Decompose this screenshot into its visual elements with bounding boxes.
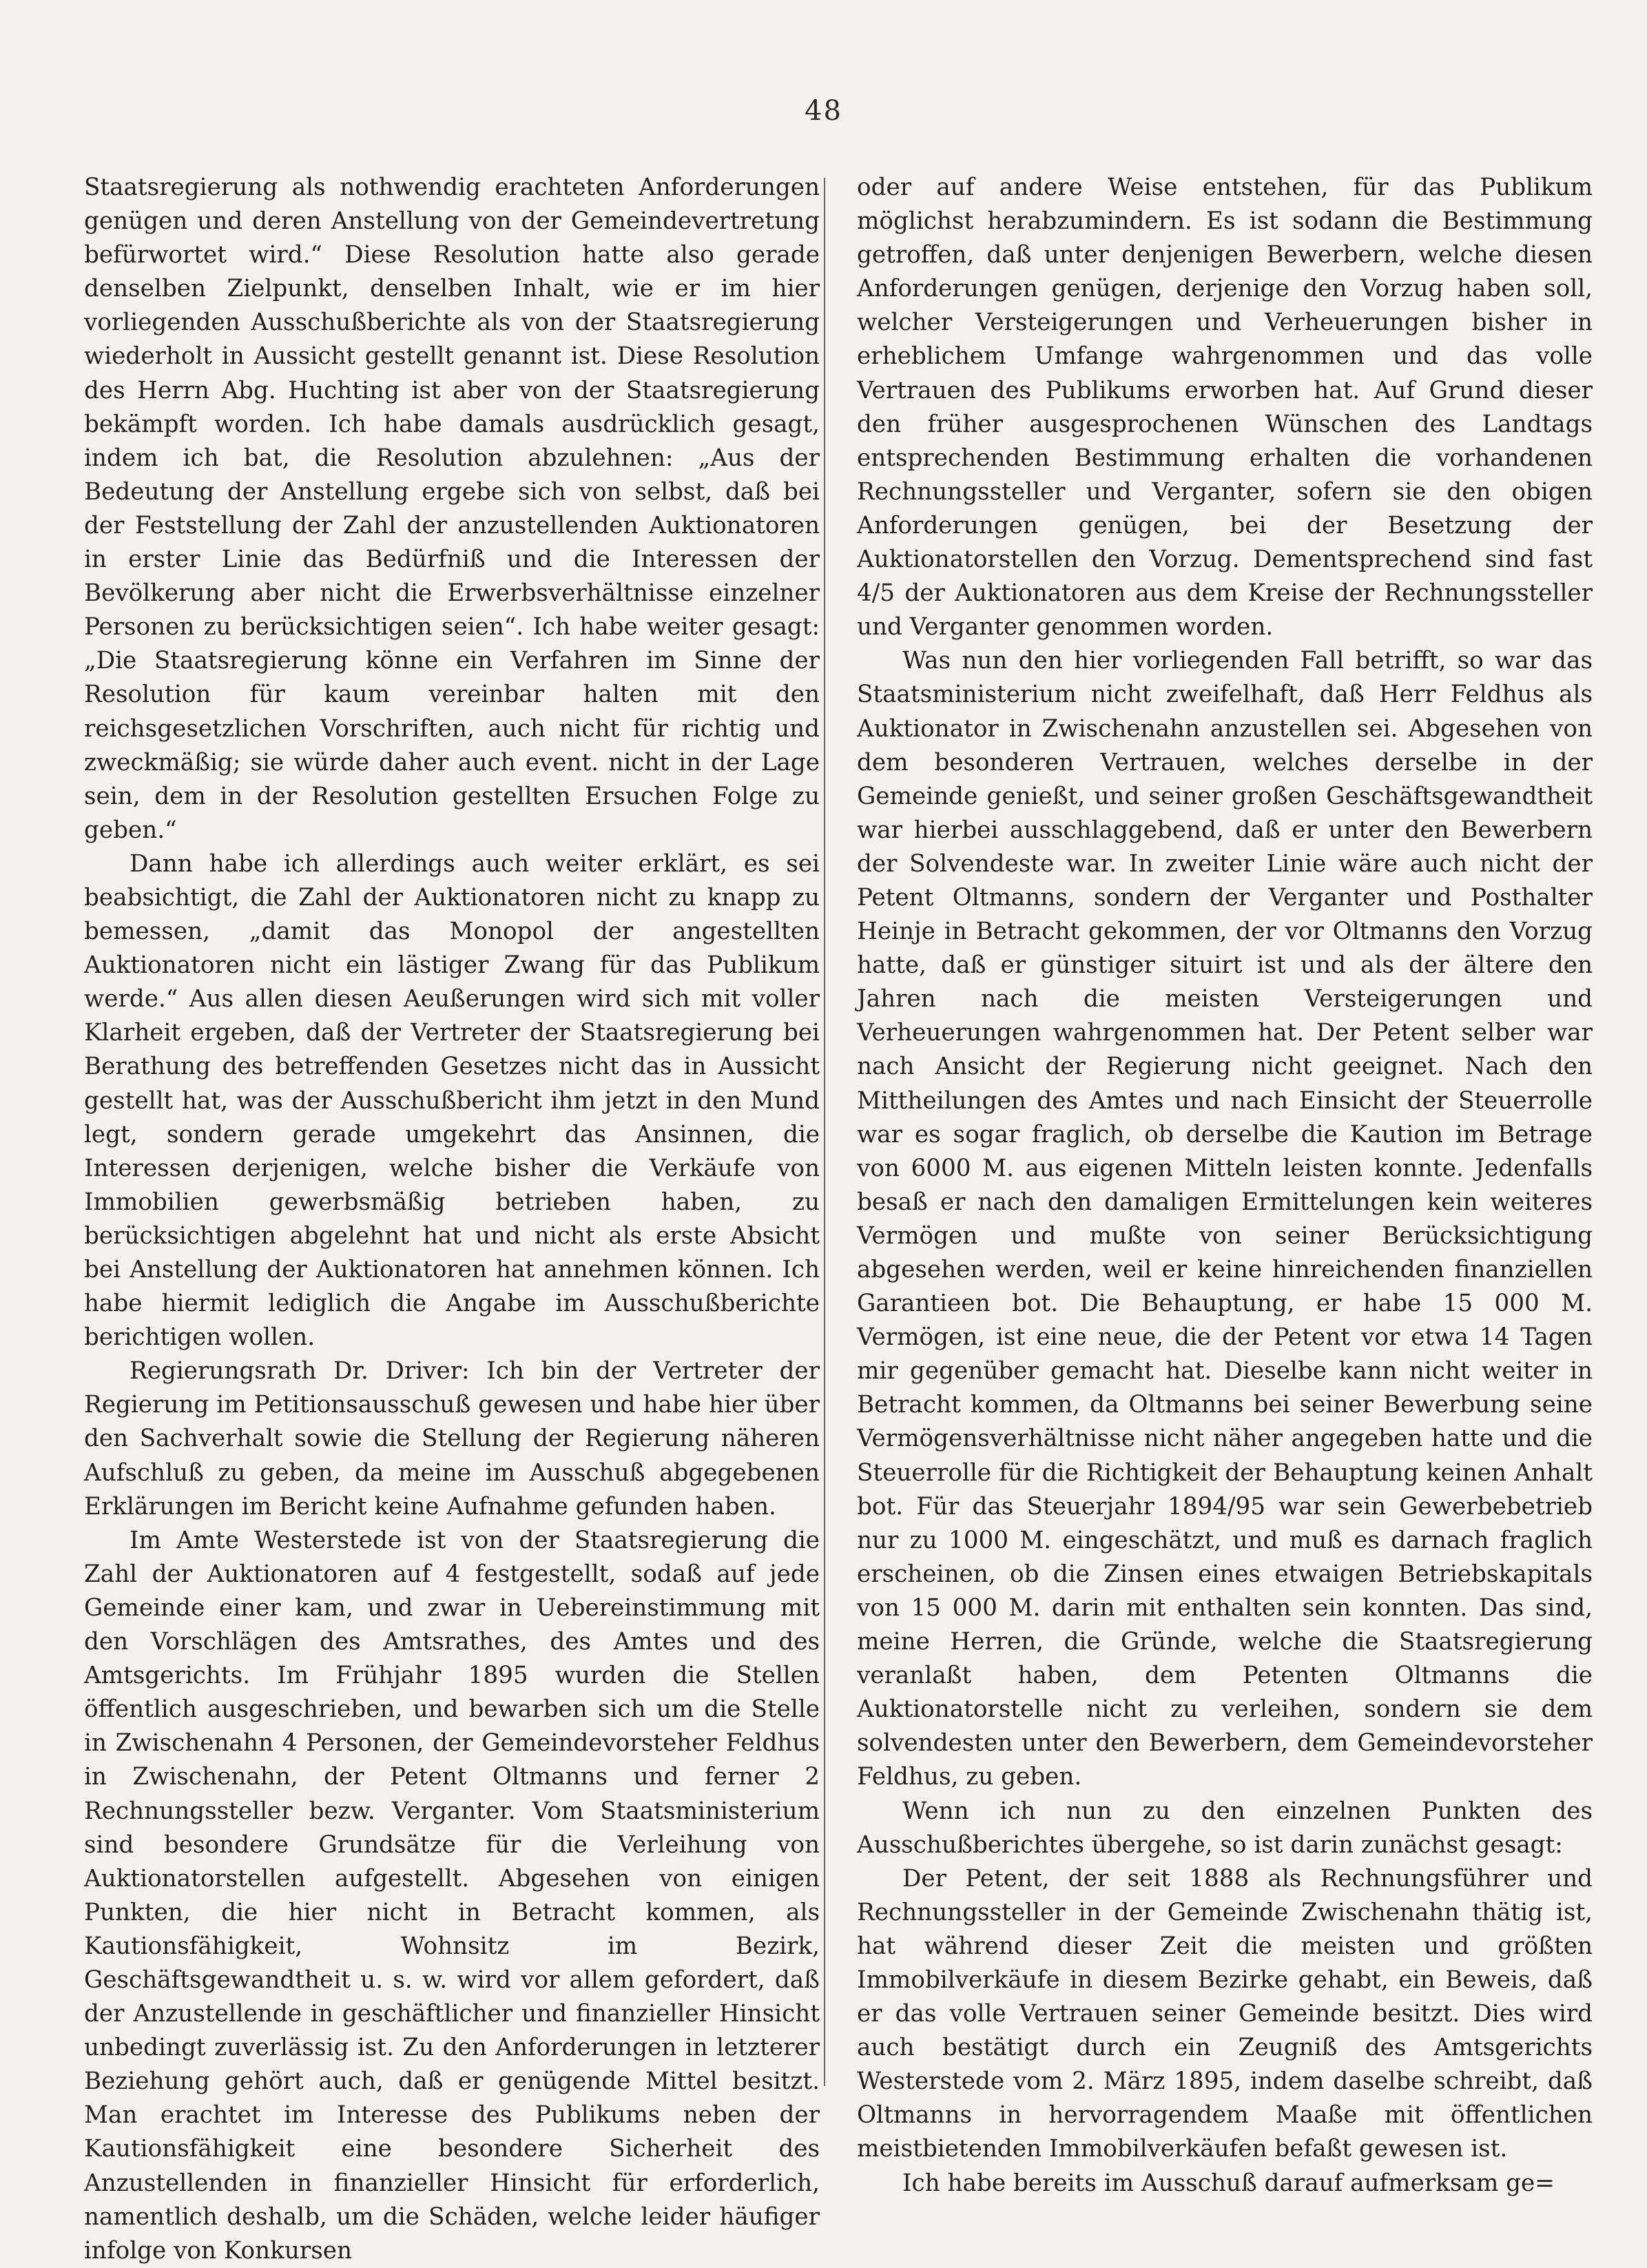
- paragraph: Regierungsrath Dr. Driver: Ich bin der Vertreter der Regierung im Petitionsausschuß gewesen und habe hier über den Sachverhalt sowie die Stellung der Regierung näheren Aufschluß zu geben, da meine im Ausschuß abgegebenen Erklärungen im Bericht keine Aufnahme gefunden haben.: [84, 1357, 820, 1520]
- left-text-column: [84, 171, 820, 2268]
- paragraph: Was nun den hier vorliegenden Fall betrifft, so war das Staatsministerium nicht zweifelhaft, daß Herr Feldhus als Auktionator in Zwischenahn anzustellen sei. Abgesehen von dem besonderen Vertrauen, welches derselbe in der Gemeinde genießt, und seiner großen Geschäftsgewandtheit war hierbei ausschlaggebend, daß er unter den Bewerbern der Solvendeste war. In zweiter Linie wäre auch nicht der Petent Oltmanns, sondern der Verganter und Posthalter Heinje in Betracht gekommen, der vor Oltmanns den Vorzug hatte, daß er günstiger situirt ist und als der ältere den Jahren nach die meisten Versteigerungen und Verheuerungen wahrgenommen hat. Der Petent selber war nach Ansicht der Regierung nicht geeignet. Nach den Mittheilungen des Amtes und nach Einsicht der Steuerrolle war es sogar fraglich, ob derselbe die Kaution im Betrage von 6000 M. aus eigenen Mitteln leisten konnte. Jedenfalls besaß er nach den damaligen Ermittelungen kein weiteres Vermögen und mußte von seiner Berücksichtigung abgesehen werden, weil er keine hinreichenden finanziellen Garantieen bot. Die Behauptung, er habe 15 000 M. Vermögen, ist eine neue, die der Petent vor etwa 14 Tagen mir gegenüber gemacht hat. Dieselbe kann nicht weiter in Betracht kommen, da Oltmanns bei seiner Bewerbung seine Vermögensverhältnisse nicht näher angegeben hatte und die Steuerrolle für die Richtigkeit der Behauptung keinen Anhalt bot. Für das Steuerjahr 1894/95 war sein Gewerbebetrieb nur zu 1000 M. eingeschätzt, und muß es darnach fraglich erscheinen, ob die Zinsen eines etwaigen Betriebskapitals von 15 000 M. darin mit enthalten sein konnten. Das sind, meine Herren, die Gründe, welche die Staatsregierung veranlaßt haben, dem Petenten Oltmanns die Auktionatorstelle nicht zu verleihen, sondern sie dem solvendesten unter den Bewerbern, dem Gemeindevorsteher Feldhus, zu geben.: [857, 647, 1593, 1791]
- page-number: 48: [805, 95, 842, 127]
- paragraph: Dann habe ich allerdings auch weiter erklärt, es sei beabsichtigt, die Zahl der Auktionatoren nicht zu knapp zu bemessen, „damit das Monopol der angestellten Auktionatoren nicht ein lästiger Zwang für das Publikum werde.“ Aus allen diesen Aeußerungen wird sich mit voller Klarheit ergeben, daß der Vertreter der Staatsregierung bei Berathung des betreffenden Gesetzes nicht das in Aussicht gestellt hat, was der Ausschußbericht ihm jetzt in den Mund legt, sondern gerade umgekehrt das Ansinnen, die Interessen derjenigen, welche bisher die Verkäufe von Immobilien gewerbsmäßig betrieben haben, zu berücksichtigen abgelehnt hat und nicht als erste Absicht bei Anstellung der Auktionatoren hat annehmen können. Ich habe hiermit lediglich die Angabe im Ausschußberichte berichtigen wollen.: [84, 849, 820, 1352]
- right-text-column: [857, 171, 1593, 2200]
- paragraph: Ich habe bereits im Ausschuß darauf aufmerksam ge=: [902, 2169, 1555, 2197]
- paragraph: Wenn ich nun zu den einzelnen Punkten des Ausschußberichtes übergehe, so ist darin zunächst gesagt:: [857, 1797, 1593, 1859]
- column-divider: [824, 178, 825, 2086]
- paragraph: Im Amte Westerstede ist von der Staatsregierung die Zahl der Auktionatoren auf 4 festgestellt, sodaß auf jede Gemeinde einer kam, und zwar in Uebereinstimmung mit den Vorschlägen des Amtsrathes, des Amtes und des Amtsgerichts. Im Frühjahr 1895 wurden die Stellen öffentlich ausgeschrieben, und bewarben sich um die Stelle in Zwischenahn 4 Personen, der Gemeindevorsteher Feldhus in Zwischenahn, der Petent Oltmanns und ferner 2 Rechnungssteller bezw. Verganter. Vom Staatsministerium sind besondere Grundsätze für die Verleihung von Auktionatorstellen aufgestellt. Abgesehen von einigen Punkten, die hier nicht in Betracht kommen, als Kautionsfähigkeit, Wohnsitz im Bezirk, Geschäftsgewandtheit u. s. w. wird vor allem gefordert, daß der Anzustellende in geschäftlicher und finanzieller Hinsicht unbedingt zuverlässig ist. Zu den Anforderungen in letzterer Beziehung gehört auch, daß er genügende Mittel besitzt. Man erachtet im Interesse des Publikums neben der Kautionsfähigkeit eine besondere Sicherheit des Anzustellenden in finanzieller Hinsicht für erforderlich, namentlich deshalb, um die Schäden, welche leider häufiger infolge von Konkursen: [84, 1526, 820, 2265]
- paragraph: Staatsregierung als nothwendig erachteten Anforderungen genügen und deren Anstellung von der Gemeindevertretung befürwortet wird.“ Diese Resolution hatte also gerade denselben Zielpunkt, denselben Inhalt, wie er im hier vorliegenden Ausschußberichte als von der Staatsregierung wiederholt in Aussicht gestellt genannt ist. Diese Resolution des Herrn Abg. Huchting ist aber von der Staatsregierung bekämpft worden. Ich habe damals ausdrücklich gesagt, indem ich bat, die Resolution abzulehnen: „Aus der Bedeutung der Anstellung ergebe sich von selbst, daß bei der Feststellung der Zahl der anzustellenden Auktionatoren in erster Linie das Bedürfniß und die Interessen der Bevölkerung aber nicht die Erwerbsverhältnisse einzelner Personen zu berücksichtigen seien“. Ich habe weiter gesagt: „Die Staatsregierung könne ein Verfahren im Sinne der Resolution für kaum vereinbar halten mit den reichsgesetzlichen Vorschriften, auch nicht für richtig und zweckmäßig; sie würde daher auch event. nicht in der Lage sein, dem in der Resolution gestellten Ersuchen Folge zu geben.“: [84, 174, 820, 844]
- paragraph: oder auf andere Weise entstehen, für das Publikum möglichst herabzumindern. Es ist sodann die Bestimmung getroffen, daß unter denjenigen Bewerbern, welche diesen Anforderungen genügen, derjenige den Vorzug haben soll, welcher Versteigerungen und Verheuerungen bisher in erheblichem Umfange wahrgenommen und das volle Vertrauen des Publikums erworben hat. Auf Grund dieser den früher ausgesprochenen Wünschen des Landtags entsprechenden Bestimmung erhalten die vorhandenen Rechnungssteller und Verganter, sofern sie den obigen Anforderungen genügen, bei der Besetzung der Auktionatorstellen den Vorzug. Dementsprechend sind fast 4/5 der Auktionatoren aus dem Kreise der Rechnungssteller und Verganter genommen worden.: [857, 174, 1593, 641]
- paragraph: Der Petent, der seit 1888 als Rechnungsführer und Rechnungssteller in der Gemeinde Zwischenahn thätig ist, hat während dieser Zeit die meisten und größten Immobilverkäufe in diesem Bezirke gehabt, ein Beweis, daß er das volle Vertrauen seiner Gemeinde besitzt. Dies wird auch bestätigt durch ein Zeugniß des Amtsgerichts Westerstede vom 2. März 1895, indem daselbe schreibt, daß Oltmanns in hervorragendem Maaße mit öffentlichen meistbietenden Immobilverkäufen befaßt gewesen ist.: [857, 1864, 1593, 2163]
